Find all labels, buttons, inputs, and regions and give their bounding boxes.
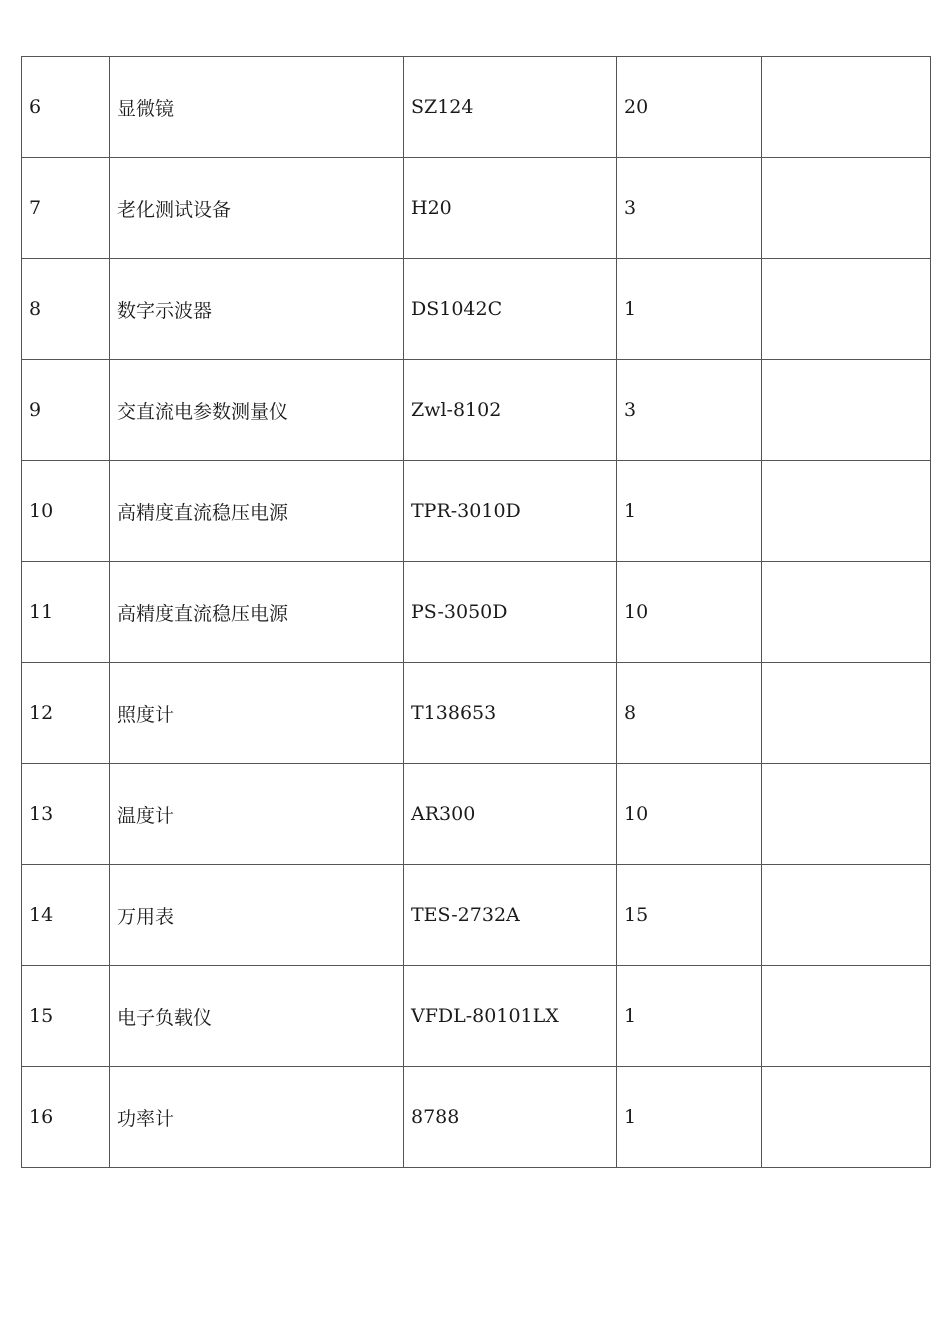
equipment-note — [762, 259, 931, 360]
equipment-model: Zwl-8102 — [404, 360, 617, 461]
table-row — [22, 57, 931, 158]
equipment-quantity: 10 — [617, 562, 762, 663]
equipment-model: TES-2732A — [404, 865, 617, 966]
table-row — [22, 1067, 931, 1168]
equipment-model: AR300 — [404, 764, 617, 865]
equipment-note — [762, 663, 931, 764]
equipment-quantity: 3 — [617, 158, 762, 259]
equipment-name: 老化测试设备 — [110, 158, 404, 259]
row-number: 11 — [22, 562, 110, 663]
equipment-note — [762, 360, 931, 461]
table-row — [22, 663, 931, 764]
equipment-quantity: 10 — [617, 764, 762, 865]
equipment-model: TPR-3010D — [404, 461, 617, 562]
equipment-name: 万用表 — [110, 865, 404, 966]
table-row — [22, 158, 931, 259]
equipment-name: 交直流电参数测量仪 — [110, 360, 404, 461]
equipment-quantity: 1 — [617, 259, 762, 360]
equipment-name: 显微镜 — [110, 57, 404, 158]
row-number: 13 — [22, 764, 110, 865]
equipment-model: SZ124 — [404, 57, 617, 158]
equipment-name: 高精度直流稳压电源 — [110, 562, 404, 663]
equipment-note — [762, 764, 931, 865]
equipment-model: 8788 — [404, 1067, 617, 1168]
table-row — [22, 562, 931, 663]
table-row — [22, 259, 931, 360]
equipment-quantity: 3 — [617, 360, 762, 461]
equipment-quantity: 1 — [617, 966, 762, 1067]
row-number: 16 — [22, 1067, 110, 1168]
equipment-quantity: 1 — [617, 461, 762, 562]
equipment-model: VFDL-80101LX — [404, 966, 617, 1067]
row-number: 14 — [22, 865, 110, 966]
row-number: 6 — [22, 57, 110, 158]
equipment-model: H20 — [404, 158, 617, 259]
equipment-model: T138653 — [404, 663, 617, 764]
table-row — [22, 764, 931, 865]
equipment-quantity: 15 — [617, 865, 762, 966]
equipment-quantity: 20 — [617, 57, 762, 158]
row-number: 15 — [22, 966, 110, 1067]
equipment-model: DS1042C — [404, 259, 617, 360]
equipment-note — [762, 1067, 931, 1168]
equipment-note — [762, 158, 931, 259]
equipment-table-body — [22, 57, 931, 1168]
equipment-name: 温度计 — [110, 764, 404, 865]
equipment-model: PS-3050D — [404, 562, 617, 663]
equipment-note — [762, 461, 931, 562]
row-number: 9 — [22, 360, 110, 461]
equipment-note — [762, 966, 931, 1067]
table-row — [22, 360, 931, 461]
equipment-name: 照度计 — [110, 663, 404, 764]
table-row — [22, 865, 931, 966]
equipment-name: 功率计 — [110, 1067, 404, 1168]
table-row — [22, 461, 931, 562]
equipment-name: 高精度直流稳压电源 — [110, 461, 404, 562]
row-number: 10 — [22, 461, 110, 562]
equipment-note — [762, 562, 931, 663]
row-number: 7 — [22, 158, 110, 259]
equipment-note — [762, 57, 931, 158]
row-number: 8 — [22, 259, 110, 360]
equipment-quantity: 8 — [617, 663, 762, 764]
equipment-note — [762, 865, 931, 966]
row-number: 12 — [22, 663, 110, 764]
equipment-table — [21, 56, 931, 1168]
equipment-name: 数字示波器 — [110, 259, 404, 360]
table-row — [22, 966, 931, 1067]
equipment-quantity: 1 — [617, 1067, 762, 1168]
equipment-name: 电子负载仪 — [110, 966, 404, 1067]
